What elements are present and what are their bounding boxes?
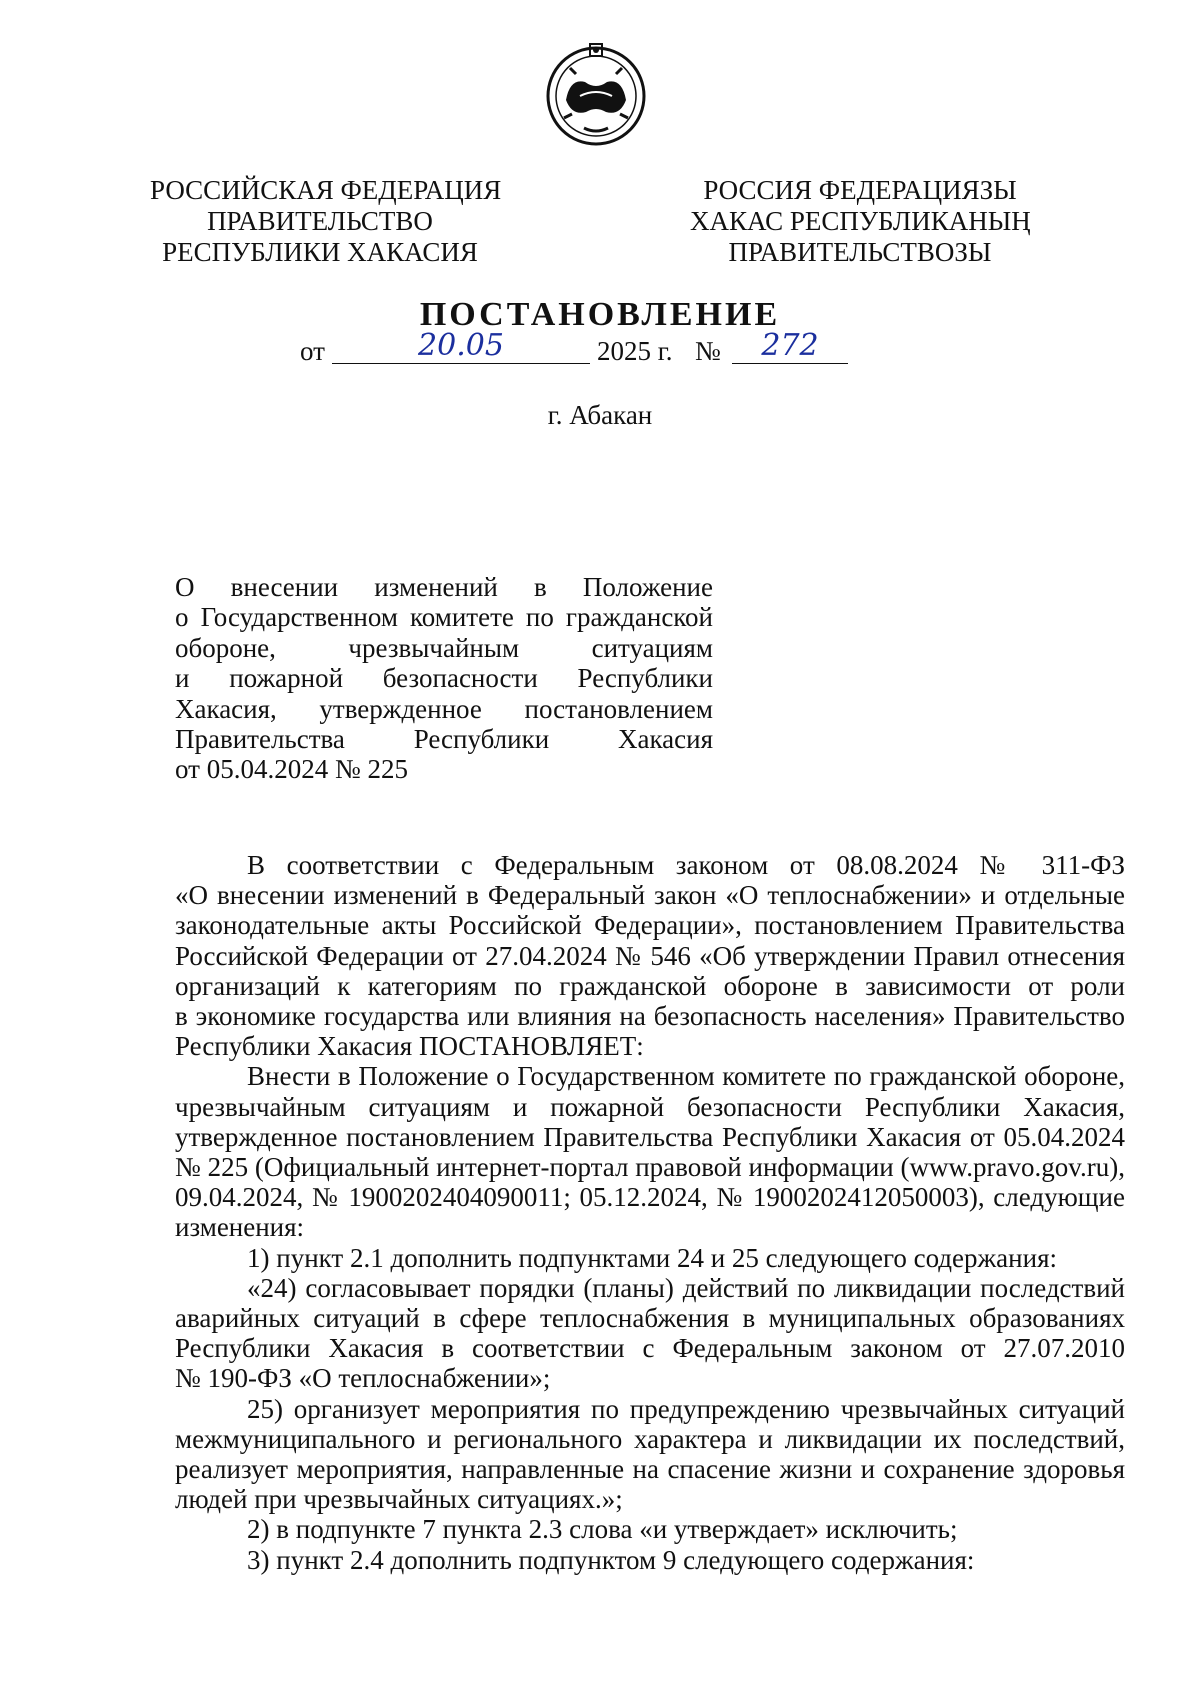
subject-line: Хакасия, утвержденное постановлением	[175, 693, 713, 724]
body-line: организаций к категориям по гражданской обороне в зависимости от роли	[175, 970, 1125, 1001]
subject-line: Правительства Республики Хакасия	[175, 724, 713, 755]
subject-line: от 05.04.2024 № 225	[175, 754, 408, 785]
body-line: Республики Хакасия ПОСТАНОВЛЯЕТ:	[175, 1031, 644, 1062]
header-left-line: ПРАВИТЕЛЬСТВО	[207, 206, 433, 236]
body-line: аварийных ситуаций в сфере теплоснабжения в муниципальных образованиях	[175, 1303, 1125, 1334]
document-title: ПОСТАНОВЛЕНИЕ	[419, 296, 781, 333]
body-line: чрезвычайным ситуациям и пожарной безопасности Республики Хакасия,	[175, 1091, 1125, 1122]
header-right-line: ХАКАС РЕСПУБЛИКАНЫҢ	[690, 206, 1031, 236]
number-field: 272	[732, 333, 848, 364]
list-item-1: 1) пункт 2.1 дополнить подпунктами 24 и 25 следующего содержания:	[247, 1242, 1057, 1273]
body-line: В соответствии с Федеральным законом от 08.08.2024 № 311-ФЗ	[247, 850, 1125, 880]
body-line: «О внесении изменений в Федеральный закон «О теплоснабжении» и отдельные	[175, 880, 1125, 911]
subject-line: и пожарной безопасности Республики	[175, 663, 713, 694]
body-line: в экономике государства или влияния на безопасность населения» Правительство	[175, 1001, 1125, 1032]
year-label: 2025 г.	[597, 336, 673, 366]
body-line: людей при чрезвычайных ситуациях.»;	[175, 1484, 623, 1515]
list-item-2: 2) в подпункте 7 пункта 2.3 слова «и утверждает» исключить;	[247, 1514, 958, 1545]
number-label: №	[695, 336, 721, 366]
subject-line: обороне, чрезвычайным ситуациям	[175, 632, 713, 663]
body-line: 25) организует мероприятия по предупреждению чрезвычайных ситуаций	[247, 1393, 1125, 1424]
subject-line: О внесении изменений в Положение	[175, 572, 713, 602]
header-left-line: РЕСПУБЛИКИ ХАКАСИЯ	[162, 237, 478, 267]
date-field: 20.05	[332, 333, 590, 364]
body-line: межмуниципального и регионального характера и ликвидации их последствий,	[175, 1423, 1125, 1454]
list-item-3: 3) пункт 2.4 дополнить подпунктом 9 следующего содержания:	[247, 1544, 975, 1575]
coat-of-arms-icon	[540, 38, 652, 150]
header-right-line: РОССИЯ ФЕДЕРАЦИЯЗЫ	[703, 175, 1017, 205]
from-label: от	[300, 336, 325, 366]
document-body	[175, 850, 1125, 1575]
header-right	[690, 175, 1030, 268]
body-line: реализует мероприятия, направленные на спасение жизни и сохранение здоровья	[175, 1454, 1125, 1485]
body-line: Внести в Положение о Государственном комитете по гражданской обороне,	[247, 1061, 1125, 1092]
body-line: 09.04.2024, № 1900202404090011; 05.12.2024, № 1900202412050003), следующие	[175, 1182, 1125, 1213]
body-line: изменения:	[175, 1212, 305, 1243]
body-line: Российской Федерации от 27.04.2024 № 546 «Об утверждении Правил отнесения	[175, 940, 1125, 971]
body-line: № 225 (Официальный интернет-портал правовой информации (www.pravo.gov.ru),	[175, 1152, 1125, 1183]
subject-line: о Государственном комитете по гражданской	[175, 602, 713, 633]
header-left-line: РОССИЙСКАЯ ФЕДЕРАЦИЯ	[150, 175, 502, 205]
header-left	[150, 175, 502, 268]
body-line: Республики Хакасия в соответствии с Федеральным законом от 27.07.2010	[175, 1333, 1125, 1364]
body-line: «24) согласовывает порядки (планы) действий по ликвидации последствий	[247, 1272, 1125, 1303]
subject-block	[175, 572, 713, 785]
body-line: утвержденное постановлением Правительства Республики Хакасия от 05.04.2024	[175, 1121, 1125, 1152]
body-line: законодательные акты Российской Федерации», постановлением Правительства	[175, 910, 1125, 941]
city: г. Абакан	[547, 400, 653, 430]
body-line: № 190-ФЗ «О теплоснабжении»;	[175, 1363, 551, 1394]
header-right-line: ПРАВИТЕЛЬСТВОЗЫ	[728, 237, 992, 267]
